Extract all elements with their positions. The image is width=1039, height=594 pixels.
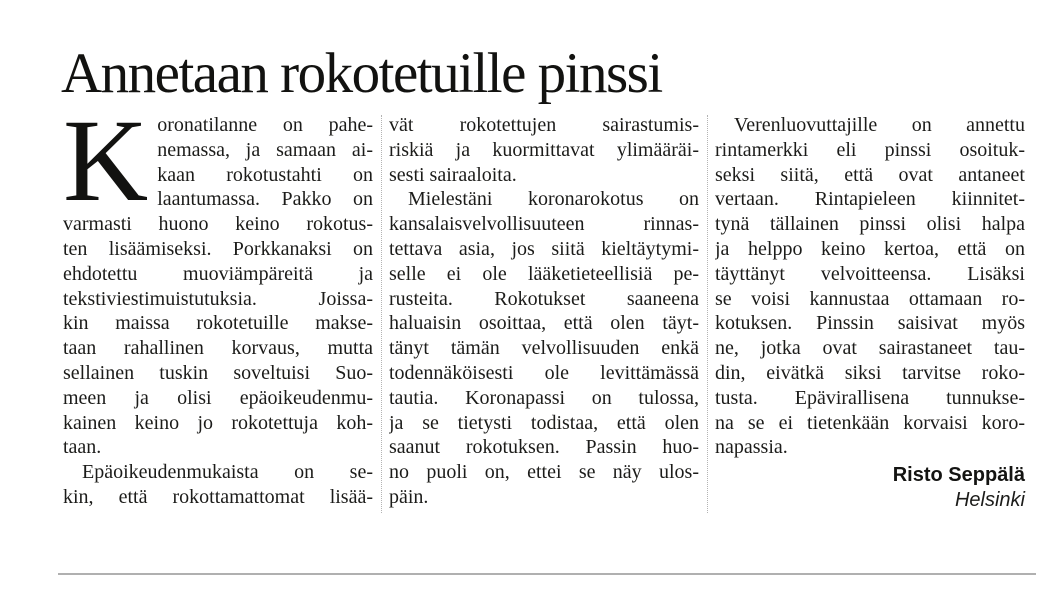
signature-block [715,463,1025,513]
text-line: tusta. Epävirallisena tunnukse- [715,386,1025,409]
text-line: taan rahallinen korvaus, mutta [63,337,373,360]
drop-cap: K [63,95,149,226]
text-line: laantumassa. Pakko on [157,188,373,211]
text-line: tynä tällainen pinssi olisi halpa [715,213,1025,236]
text-line: ja se tietysti todistaa, että olen [389,411,699,434]
text-line: tekstiviestimuistutuksia. Joissa- [63,287,373,310]
article-column [389,113,699,510]
signature-name: Risto Seppälä [892,464,1025,487]
article-columns [63,95,1036,513]
article-column [715,113,1025,513]
text-line: varmasti huono keino rokotus- [63,213,373,236]
paragraph [389,113,699,187]
paragraph [63,95,373,460]
text-line: Mielestäni koronarokotus on [408,188,699,211]
text-line: oronatilanne on pahe- [157,114,373,136]
text-line: napassia. [715,436,788,459]
text-line: Verenluovuttajille on annettu [734,114,1025,136]
text-line: ehdotettu muoviämpäreitä ja [63,262,373,285]
text-line: todennäköisesti ole levittämässä [389,361,699,384]
text-line: ja helppo keino kertoa, että on [715,237,1025,260]
text-line: kainen keino jo rokotettuja koh- [63,411,373,434]
text-line: se voisi kannustaa ottamaan ro- [715,287,1025,310]
signature-location: Helsinki [954,489,1025,512]
text-line: taan. [63,436,102,459]
text-line: täyttänyt velvoitteensa. Lisäksi [715,262,1025,285]
text-line: saanut rokotuksen. Passin huo- [389,436,699,459]
article-headline: Annetaan rokotetuille pinssi [61,42,662,106]
paragraph [63,460,373,510]
text-line: rintamerkki eli pinssi osoituk- [715,138,1025,161]
text-line: seksi siitä, että ovat antaneet [715,163,1025,186]
paragraph [389,187,699,509]
text-line: kin maissa rokotetuille makse- [63,312,373,335]
text-line: selle ei ole lääketieteellisiä pe- [389,262,699,285]
text-line: ne, jotka ovat sairastaneet tau- [715,337,1025,360]
text-line: tettava asia, jos siitä kieltäytymi- [389,237,699,260]
paragraph [715,113,1025,460]
text-line: Epäoikeudenmukaista on se- [82,461,373,484]
column-divider [381,115,382,513]
text-line: rusteita. Rokotukset saaneena [389,287,699,310]
text-line: sellainen tuskin soveltuisi Suo- [63,361,373,384]
bottom-rule [58,569,1036,575]
text-line: nemassa, ja samaan ai- [157,138,373,161]
text-line: riskiä ja kuormittavat ylimääräi- [389,138,699,161]
text-line: na se ei tietenkään korvaisi koro- [715,411,1025,434]
text-line: no puoli on, ettei se näy ulos- [389,461,699,484]
text-line: kaan rokotustahti on [157,163,373,186]
text-line: tautia. Koronapassi on tulossa, [389,386,699,409]
column-divider [707,115,708,513]
text-line: kansalaisvelvollisuuteen rinnas- [389,213,699,236]
text-line: din, eivätkä siksi tarvitse roko- [715,361,1025,384]
text-line: päin. [389,485,429,508]
text-line: kin, että rokottamattomat lisää- [63,485,373,508]
text-line: sesti sairaaloita. [389,163,517,186]
text-line: vät rokotettujen sairastumis- [389,114,699,136]
article-column [63,95,373,510]
text-line: kotuksen. Pinssin saisivat myös [715,312,1025,335]
text-line: ten lisäämiseksi. Porkkanaksi on [63,237,373,260]
text-line: haluaisin osoittaa, että olen täyt- [389,312,699,335]
text-line: meen ja olisi epäoikeudenmu- [63,386,373,409]
text-line: vertaan. Rintapieleen kiinnitet- [715,188,1025,211]
text-line: tänyt tämän velvollisuuden enkä [389,337,699,360]
